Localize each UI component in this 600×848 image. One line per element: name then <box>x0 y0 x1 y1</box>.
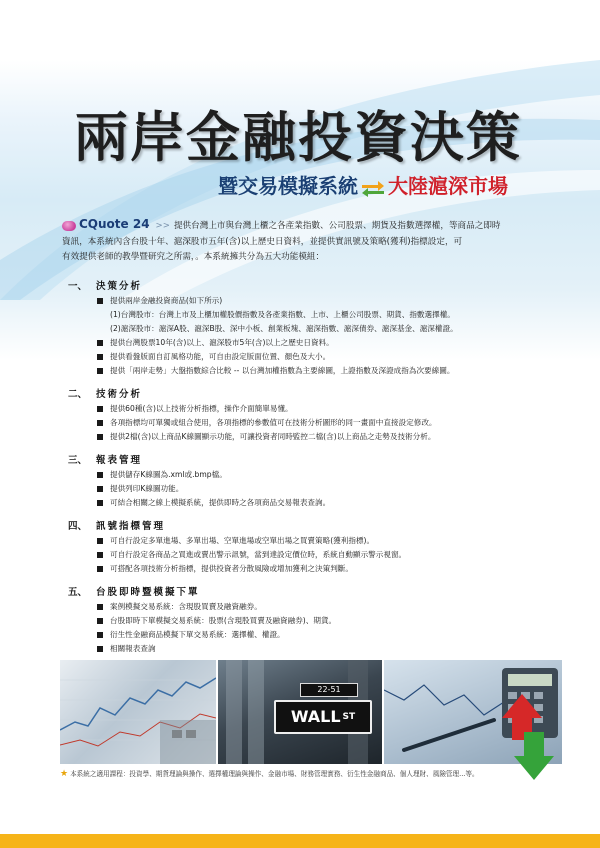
bullet-badge-icon <box>62 221 76 231</box>
list-item: 相關報表查詢 <box>68 642 568 656</box>
list-item: 提供儲存K線圖為.xml或.bmp檔。 <box>68 468 568 482</box>
list-item: 提供2檔(含)以上商品K線圖顯示功能，可讓投資者同時監控二檔(含)以上商品之走勢及技術分析。 <box>68 430 568 444</box>
list-item: 可結合相關之線上模擬系統，提供即時之各項商品交易報表查詢。 <box>68 496 568 510</box>
square-bullet-icon <box>97 420 103 426</box>
square-bullet-icon <box>97 566 103 572</box>
intro-line-1: CQuote 24 >> 提供台灣上市與台灣上櫃之各產業指數、公司股票、期貨及指數選擇權，等商品之即時 <box>62 217 562 235</box>
section-title: 三、 報表管理 <box>68 455 143 466</box>
section-title: 二、 技術分析 <box>68 389 143 400</box>
intro-paragraph <box>62 217 562 266</box>
square-bullet-icon <box>97 604 103 610</box>
feature-sections <box>68 280 568 666</box>
page-title: 兩岸金融投資決策 <box>74 105 522 169</box>
square-bullet-icon <box>97 632 103 638</box>
applicable-courses-note: ★ 本系統之適用課程：投資學、期貨理論與操作、選擇權理論與操作、金融市場、財務管理實務、衍生性金融商品、個人理財、風險管理...等。 <box>60 769 479 779</box>
section-title: 五、 台股即時暨模擬下單 <box>68 587 200 598</box>
square-bullet-icon <box>97 406 103 412</box>
page-subtitle <box>218 170 508 199</box>
sub-item: (2)滬深股市：滬深A股、滬深B股、深中小板、創業板塊、滬深指數、滬深債券、滬深基金、滬深權證。 <box>110 324 458 333</box>
square-bullet-icon <box>97 538 103 544</box>
square-bullet-icon <box>97 368 103 374</box>
section-title: 一、 決策分析 <box>68 281 143 292</box>
section-signal-management <box>68 520 568 576</box>
wall-street-photo <box>218 660 382 764</box>
square-bullet-icon <box>97 500 103 506</box>
square-bullet-icon <box>97 552 103 558</box>
list-item: 提供看盤版面自訂風格功能，可自由設定版面位置、顏色及大小。 <box>68 350 568 364</box>
square-bullet-icon <box>97 298 103 304</box>
list-item: 台股即時下單模擬交易系統：股票(含現股買賣及融資融券)、期貨。 <box>68 614 568 628</box>
up-down-arrows-icon <box>500 692 562 782</box>
subtitle-part1: 暨交易模擬系統 <box>218 174 358 198</box>
section-technical-analysis <box>68 388 568 444</box>
list-item: 提供「兩岸走勢」大盤指數綜合比較 -- 以台灣加權指數為主要線圖，上證指數及深證成指為次要線圖。 <box>68 364 568 378</box>
list-item: 提供台灣股票10年(含)以上、滬深股市5年(含)以上之歷史日資料。 <box>68 336 568 350</box>
list-item: 可搭配各項技術分析指標，提供投資者分散風險或增加獲利之決策判斷。 <box>68 562 568 576</box>
square-bullet-icon <box>97 646 103 652</box>
product-name: CQuote 24 <box>79 217 150 231</box>
wall-street-sign: WALL $^{ST}$ <box>274 700 372 734</box>
section-title: 四、 訊號指標管理 <box>68 521 166 532</box>
square-bullet-icon <box>97 486 103 492</box>
stock-chart-photo <box>60 660 216 764</box>
list-item: 衍生性金融商品模擬下單交易系統：選擇權、權證。 <box>68 628 568 642</box>
sub-item: (1)台灣股市：台灣上市及上櫃加權股價指數及各產業指數、上市、上櫃公司股票、期貨、指數選擇權。 <box>110 310 455 319</box>
list-item: 提供列印K線圖功能。 <box>68 482 568 496</box>
bottom-accent-bar <box>0 834 600 848</box>
chevron-icon: >> <box>155 221 170 231</box>
photo-strip <box>60 660 562 764</box>
street-number-sign: 22-51 <box>300 683 358 697</box>
list-item: 各項指標均可單獨或組合使用，各項指標的參數值可在技術分析圖形的同一畫面中直接設定修改。 <box>68 416 568 430</box>
section-simulated-trading <box>68 586 568 656</box>
list-item: 案例模擬交易系統：含現股買賣及融資融券。 <box>68 600 568 614</box>
list-item: 提供60種(含)以上技術分析指標，操作介面簡單易懂。 <box>68 402 568 416</box>
square-bullet-icon <box>97 354 103 360</box>
list-item: 可自行設定多單進場、多單出場、空單進場或空單出場之買賣策略(獲利指標)。 <box>68 534 568 548</box>
list-item: 可自行設定各商品之買進或賣出警示訊號，當到達設定價位時，系統自動顯示警示視窗。 <box>68 548 568 562</box>
section-decision-analysis <box>68 280 568 378</box>
subtitle-part2: 大陸滬深市場 <box>388 174 508 198</box>
line-chart-icon <box>60 660 216 764</box>
intro-line-2: 資訊，本系統內含台股十年、滬深股市五年(含)以上歷史日資料，並提供實訊號及策略(獲利)指標設定，可 <box>62 236 463 247</box>
star-icon: ★ <box>60 769 69 779</box>
intro-line-3: 有效提供老師的教學暨研究之所需，。本系統擁共分為五大功能模組： <box>62 252 325 262</box>
square-bullet-icon <box>97 434 103 440</box>
square-bullet-icon <box>97 472 103 478</box>
square-bullet-icon <box>97 618 103 624</box>
list-item: 提供兩岸金融投資商品(如下所示) <box>68 294 568 308</box>
section-report-management <box>68 454 568 510</box>
exchange-arrows-icon <box>360 179 386 197</box>
square-bullet-icon <box>97 340 103 346</box>
